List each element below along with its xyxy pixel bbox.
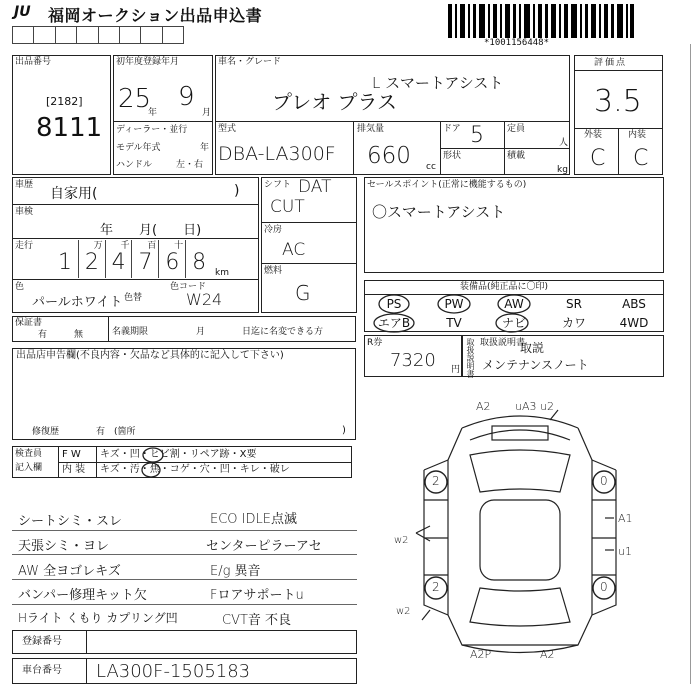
note-right-1: ECO IDLE点滅 — [210, 512, 297, 527]
model-year-label: モデル年式 — [116, 143, 161, 153]
mileage-digit: 2 — [84, 250, 99, 275]
usage-close: ) — [234, 183, 240, 199]
color-label: 色 — [15, 282, 25, 292]
handle-label: ハンドル — [116, 160, 153, 170]
inspection-value: 年 月( 日) — [100, 223, 202, 238]
recycle-label: R券 — [367, 338, 383, 348]
note-left-1: シートシミ・スレ — [18, 514, 123, 529]
car-name-value: プレオ プラス — [272, 90, 397, 114]
records-written2: メンテナンスノート — [482, 358, 589, 372]
diagram-mark-bottom-w2: w2 — [396, 606, 411, 617]
lot-sub-number: [2182] — [46, 95, 83, 108]
equipment-circle-marks — [364, 293, 664, 333]
car-grade-value: L スマートアシスト — [372, 74, 504, 92]
registration-year-unit: 年 — [148, 108, 158, 118]
mileage-digit: 1 — [58, 250, 72, 275]
registration-box — [113, 55, 213, 175]
fw-label: F W — [62, 449, 81, 460]
lot-number: 8111 — [36, 113, 103, 143]
tax-label: 名義期限 — [112, 327, 149, 337]
repair-close: ) — [342, 425, 346, 436]
color-code-label: 色コード — [170, 282, 207, 292]
car-diagram — [400, 400, 640, 665]
equipment-leather: カワ — [561, 316, 586, 331]
displacement-unit: cc — [426, 162, 436, 172]
tax-unit: 月 — [196, 327, 206, 337]
mileage-label: 走行 — [15, 241, 34, 251]
interior-check-label: 内 装 — [62, 464, 86, 475]
diagram-mark-bottom-a2: A2 — [540, 648, 555, 661]
aircon-label: 冷房 — [264, 225, 283, 235]
sales-points-label: セールスポイント(正常に機能するもの) — [367, 180, 527, 190]
equipment-sr: SR — [566, 297, 582, 312]
shift-value-bottom: CUT — [270, 197, 305, 217]
model-value: DBA-LA300F — [218, 143, 336, 165]
equipment-pw: PW — [444, 297, 464, 312]
mileage-place: 十 — [174, 241, 184, 251]
interior-label: 内装 — [628, 130, 647, 140]
note-left-5: Hライト くもり カプリング凹 — [18, 611, 178, 625]
color-code: W24 — [186, 290, 223, 309]
diagram-mark-top-b: uA3 u2 — [515, 400, 554, 413]
registration-label: 初年度登録年月 — [116, 57, 180, 67]
shift-label: シフト — [264, 180, 292, 190]
note-left-2: 天張シミ・ヨレ — [18, 539, 110, 554]
warranty-no: 無 — [74, 330, 84, 340]
recycle-unit: 円 — [451, 365, 461, 375]
aircon-value: AC — [282, 240, 306, 260]
color-change-label: 色替 — [124, 293, 143, 303]
lot-label: 出品番号 — [15, 57, 52, 67]
repair-text: 有 (箇所 — [96, 427, 136, 437]
mileage-digit: 7 — [138, 250, 153, 275]
fuel-label: 燃料 — [264, 266, 283, 276]
diagram-mark-right-a1: A1 — [618, 512, 633, 525]
barcode-text: *1001156448* — [484, 38, 550, 48]
recycle-value: 7320 — [390, 350, 436, 371]
registration-month: 9 — [178, 82, 195, 112]
color-value: パールホワイト — [32, 295, 123, 310]
mileage-unit: km — [215, 268, 229, 278]
note-right-3: E/g 異音 — [210, 564, 261, 579]
note-left-4: バンパー修理キット欠 — [18, 588, 147, 603]
inspector-label: 検査員 — [15, 449, 43, 459]
diagram-mark-tire-rl: 2 — [432, 580, 440, 594]
dealer-import-label: ディーラー・並行 — [116, 125, 188, 135]
equipment-aw: AW — [504, 297, 524, 312]
score-value: 3.5 — [594, 84, 642, 119]
equipment-label: 装備品(純正品に〇印) — [460, 282, 549, 292]
mileage-digits — [52, 240, 212, 278]
registration-year: 25 — [118, 84, 152, 114]
load-unit: kg — [557, 165, 568, 175]
car-name-label: 車名・グレード — [218, 57, 282, 67]
inspector-circle-marks — [135, 444, 195, 480]
shape-label: 形状 — [443, 151, 462, 161]
doors-value: 5 — [470, 123, 484, 148]
inspection-label: 車検 — [15, 207, 34, 217]
diagram-mark-bottom-a2p: A2P — [470, 648, 492, 661]
mileage-place: 万 — [93, 241, 103, 251]
interior-check-text: キズ・汚・焦・コゲ・穴・凹・キレ・破レ — [100, 464, 290, 475]
inspector-entry-label: 記入欄 — [15, 463, 43, 473]
plate-label: 登録番号 — [22, 636, 62, 647]
shift-value-top: DAT — [298, 177, 332, 197]
warranty-label: 保証書 — [15, 318, 43, 328]
load-label: 積載 — [507, 151, 526, 161]
seller-notes-box — [12, 348, 356, 440]
equipment-airbag: エアB — [377, 316, 411, 331]
mileage-digit: 6 — [165, 250, 180, 275]
records-value1: 取扱説明書 — [480, 338, 526, 348]
warranty-note: 日迄に名変できる方 — [242, 327, 324, 337]
records-written1: 取説 — [520, 341, 545, 355]
equipment-ps: PS — [386, 297, 402, 312]
model-label: 型式 — [218, 124, 237, 134]
interior-grade: C — [633, 146, 649, 171]
mileage-digit: 4 — [111, 250, 126, 275]
equipment-abs: ABS — [622, 297, 646, 312]
handle-options: 左・右 — [176, 160, 204, 170]
repair-label: 修復歴 — [32, 427, 60, 437]
chassis-label: 車台番号 — [22, 665, 62, 676]
registration-month-unit: 月 — [202, 108, 212, 118]
equipment-tv: TV — [446, 315, 462, 330]
equipment-4wd: 4WD — [619, 315, 649, 330]
plate-box — [12, 630, 357, 654]
exterior-label: 外装 — [584, 130, 603, 140]
usage-value: 自家用( — [50, 186, 98, 202]
equipment-navi: ナビ — [501, 316, 526, 331]
barcode-icon — [448, 4, 634, 38]
sales-points-value: 〇スマートアシスト — [372, 203, 506, 221]
mileage-place: 百 — [147, 241, 157, 251]
doors-label: ドア — [443, 124, 461, 134]
usage-label: 車歴 — [15, 180, 34, 190]
seller-notes-label: 出品店申告欄(不良内容・欠品など具体的に記入して下さい) — [16, 350, 284, 361]
diagram-mark-tire-fl: 2 — [432, 474, 440, 488]
fuel-value: G — [295, 281, 311, 305]
capacity-label: 定員 — [507, 124, 526, 134]
score-label: 評価点 — [594, 58, 628, 68]
mileage-place: 千 — [120, 241, 130, 251]
displacement-value: 660 — [367, 143, 411, 169]
displacement-label: 排気量 — [357, 124, 385, 134]
mileage-digit: 8 — [192, 250, 207, 275]
records-label: 取扱説明書 — [466, 338, 475, 378]
exterior-grade: C — [590, 146, 606, 171]
fw-text: キズ・凹・ヒビ割・リペア跡・X要 — [100, 449, 257, 460]
capacity-unit: 人 — [559, 138, 569, 148]
diagram-mark-right-u1: u1 — [618, 545, 632, 558]
warranty-yes: 有 — [38, 330, 48, 340]
chassis-value: LA300F-1505183 — [96, 661, 251, 682]
diagram-mark-top-a: A2 — [476, 400, 491, 413]
auction-logo: JU — [14, 4, 31, 20]
sales-points-box — [364, 177, 664, 273]
note-right-5: CVT音 不良 — [222, 613, 292, 628]
note-right-4: Fロアサポートu — [210, 588, 304, 603]
model-year-unit: 年 — [200, 143, 210, 153]
checkbox-row — [12, 26, 184, 44]
diagram-mark-tire-fr: 0 — [600, 474, 608, 488]
diagram-mark-tire-rr: 0 — [600, 580, 608, 594]
note-left-3: AW 全ヨゴレキズ — [18, 564, 121, 579]
diagram-mark-left-w2: w2 — [394, 535, 409, 546]
form-title: 福岡オークション出品申込書 — [48, 6, 263, 25]
page-edge — [690, 44, 691, 684]
note-right-2: センターピラーアセ — [206, 539, 322, 554]
